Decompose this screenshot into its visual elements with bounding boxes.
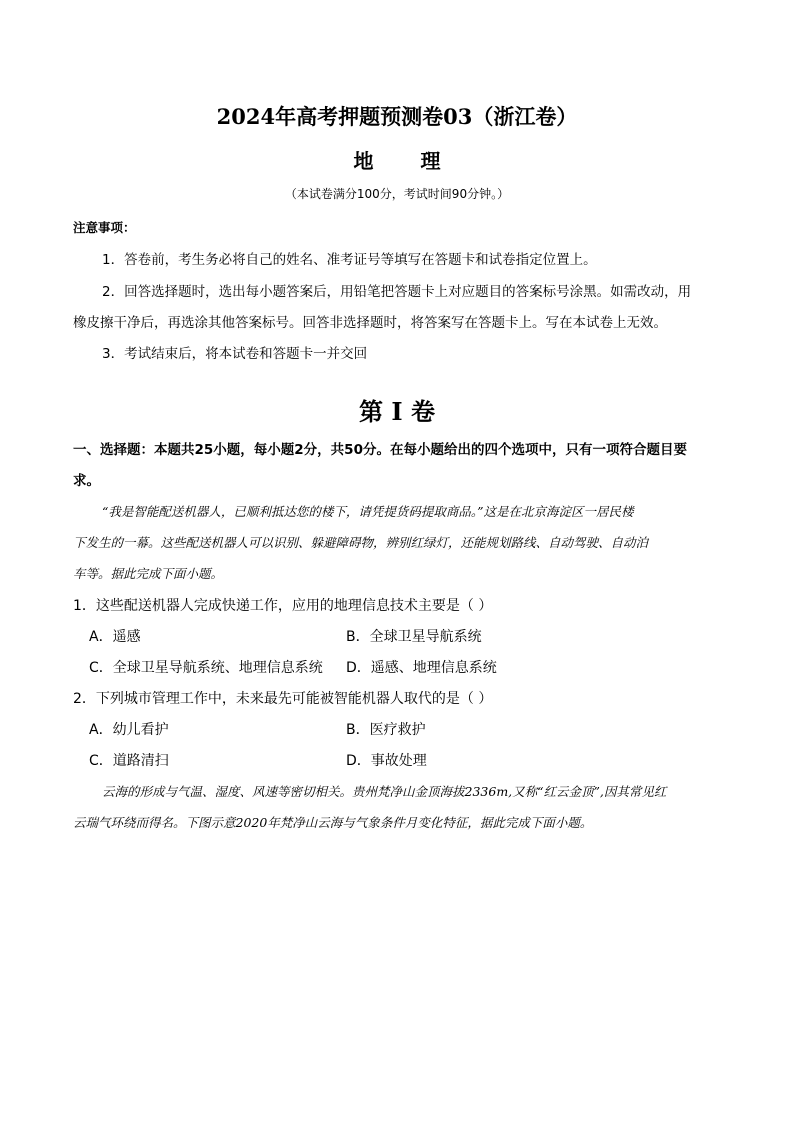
- question-2-stem: 2．下列城市管理工作中，未来最先可能被智能机器人取代的是（ ）: [73, 691, 493, 707]
- subject-title: 地 理: [353, 149, 461, 173]
- exam-title: 2024年高考押题预测卷03（浙江卷）: [216, 104, 578, 129]
- question-2-option-d: D．事故处理: [346, 753, 427, 769]
- notice-item-1: 1．答卷前，考生务必将自己的姓名、准考证号等填写在答题卡和试卷指定位置上。: [102, 252, 597, 268]
- passage-2-line-1: 云海的形成与气温、湿度、风速等密切相关。贵州梵净山金顶海拔2336m,又称“红云金顶”,因其常见红: [102, 784, 667, 799]
- question-1-option-c: C．全球卫星导航系统、地理信息系统: [89, 660, 323, 676]
- question-2-option-a: A．幼儿看护: [89, 722, 169, 738]
- question-2-option-b: B．医疗救护: [346, 722, 426, 738]
- section-title: 第 I 卷: [359, 397, 435, 426]
- notice-item-2-line-2: 橡皮擦干净后，再选涂其他答案标号。回答非选择题时，将答案写在答题卡上。写在本试卷上无效。: [73, 315, 667, 331]
- passage-1-line-2: 下发生的一幕。这些配送机器人可以识别、躲避障碍物，辨别红绿灯，还能规划路线、自动驾驶、自动泊: [73, 535, 649, 550]
- score-note: （本试卷满分100分，考试时间90分钟。）: [284, 187, 510, 201]
- notice-item-3: 3．考试结束后，将本试卷和答题卡一并交回: [102, 346, 368, 362]
- passage-2-line-2: 云瑞气环绕而得名。下图示意2020年梵净山云海与气象条件月变化特征，据此完成下面小题。: [73, 815, 593, 830]
- question-1-option-b: B．全球卫星导航系统: [346, 629, 482, 645]
- section-instruction-line-2: 求。: [73, 473, 100, 489]
- passage-1-line-3: 车等。据此完成下面小题。: [73, 566, 224, 581]
- question-1-stem: 1．这些配送机器人完成快递工作，应用的地理信息技术主要是（ ）: [73, 598, 493, 614]
- passage-1-line-1: “我是智能配送机器人，已顺利抵达您的楼下，请凭提货码提取商品。”这是在北京海淀区一居民楼: [102, 504, 634, 519]
- section-instruction-line-1: 一、选择题：本题共25小题，每小题2分，共50分。在每小题给出的四个选项中，只有一项符合题目要: [73, 442, 687, 458]
- notice-heading: 注意事项：: [73, 220, 136, 235]
- question-1-option-a: A．遥感: [89, 629, 141, 645]
- question-2-option-c: C．道路清扫: [89, 753, 169, 769]
- notice-item-2-line-1: 2．回答选择题时，选出每小题答案后，用铅笔把答题卡上对应题目的答案标号涂黑。如需改动，用: [102, 284, 692, 300]
- question-1-option-d: D．遥感、地理信息系统: [346, 660, 497, 676]
